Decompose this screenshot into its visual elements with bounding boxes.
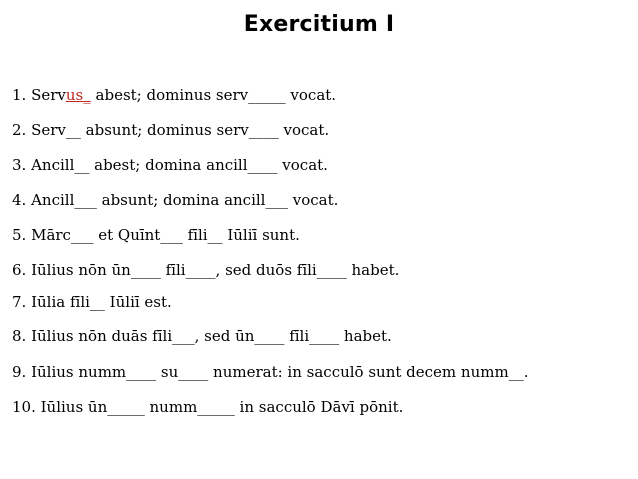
exercise-line-7: 7. Iūlia fīli__ Iūliī est. bbox=[12, 293, 172, 311]
exercise-line-2: 2. Serv__ absunt; dominus serv____ vocat. bbox=[12, 121, 330, 139]
answer-filled: us bbox=[65, 86, 84, 104]
exercise-line-10: 10. Iūlius ūn_____ numm_____ in sacculō Dāvī pōnit. bbox=[12, 398, 404, 416]
line-1-end: abest; dominus serv_____ vocat. bbox=[90, 86, 337, 104]
exercise-line-6: 6. Iūlius nōn ūn____ fīli____, sed duōs fīli____ habet. bbox=[12, 261, 400, 279]
exercise-line-3: 3. Ancill__ abest; domina ancill____ vocat. bbox=[12, 156, 328, 174]
answer-blank-tail: _ bbox=[83, 86, 91, 104]
exercise-line-9: 9. Iūlius numm____ su____ numerat: in sacculō sunt decem numm__. bbox=[12, 363, 529, 381]
slide-title: Exercitium I bbox=[243, 12, 395, 37]
exercise-line-5: 5. Mārc___ et Quīnt___ fīli__ Iūliī sunt. bbox=[12, 226, 300, 244]
exercise-line-1 bbox=[12, 85, 336, 105]
line-1-start: 1. Serv bbox=[12, 86, 66, 104]
exercise-line-4: 4. Ancill___ absunt; domina ancill___ vocat. bbox=[12, 191, 339, 209]
exercise-line-8: 8. Iūlius nōn duās fīli___, sed ūn____ fīli____ habet. bbox=[12, 327, 392, 345]
